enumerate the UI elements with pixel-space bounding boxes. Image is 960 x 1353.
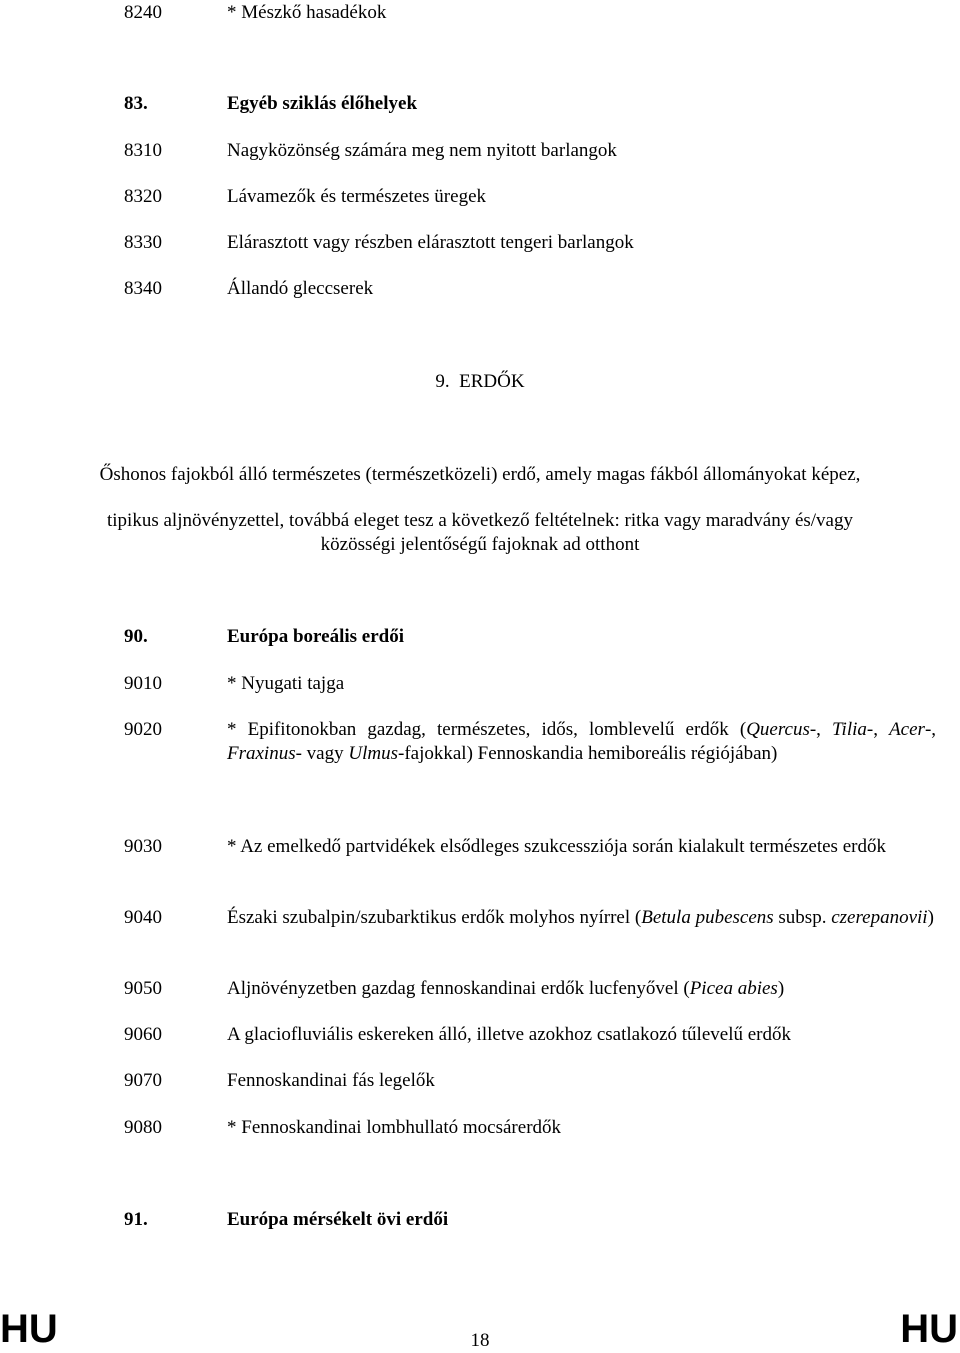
habitat-code: 9050 bbox=[124, 978, 162, 999]
habitat-code: 8310 bbox=[124, 140, 162, 161]
habitat-name: * Fennoskandinai lombhullató mocsárerdők bbox=[227, 1117, 562, 1138]
group-code: 91. bbox=[124, 1209, 148, 1230]
habitat-code: 9030 bbox=[124, 836, 162, 857]
habitat-name: Nagyközönség számára meg nem nyitott barlangok bbox=[227, 140, 617, 161]
habitat-code: 9080 bbox=[124, 1117, 162, 1138]
habitat-name: * Epifitonokban gazdag, természetes, idős, lomblevelű erdők (Quercus-, Tilia-, Acer-, Fraxinus- vagy Ulmus-fajokkal) Fennoskandia hemiboreális régiójában) bbox=[227, 719, 937, 764]
habitat-name: Északi szubalpin/szubarktikus erdők molyhos nyírrel (Betula pubescens subsp. czerepanovii) bbox=[227, 907, 934, 928]
section-description-line: tipikus aljnövényzettel, továbbá eleget tesz a következő feltételnek: ritka vagy maradvány és/vagy bbox=[107, 510, 853, 531]
habitat-name: Állandó gleccserek bbox=[227, 278, 374, 299]
section-description-line: közösségi jelentőségű fajoknak ad otthont bbox=[320, 534, 640, 555]
habitat-code: 8330 bbox=[124, 232, 162, 253]
habitat-name: Lávamezők és természetes üregek bbox=[227, 186, 487, 207]
habitat-code: 9060 bbox=[124, 1024, 162, 1045]
footer-language-label-right: HU bbox=[900, 1307, 958, 1351]
habitat-code: 9040 bbox=[124, 907, 162, 928]
habitat-code: 8320 bbox=[124, 186, 162, 207]
habitat-name: A glaciofluviális eskereken álló, illetve azokhoz csatlakozó tűlevelű erdők bbox=[227, 1024, 791, 1045]
section-description-line: Őshonos fajokból álló természetes (természetközeli) erdő, amely magas fákból állományokat képez, bbox=[99, 464, 861, 485]
page-number: 18 bbox=[470, 1330, 490, 1351]
habitat-name: * Nyugati tajga bbox=[227, 673, 345, 694]
group-title: Európa boreális erdői bbox=[227, 626, 404, 647]
habitat-name: Fennoskandinai fás legelők bbox=[227, 1070, 435, 1091]
habitat-name: Elárasztott vagy részben elárasztott tengeri barlangok bbox=[227, 232, 634, 253]
habitat-name: * Mészkő hasadékok bbox=[227, 2, 387, 23]
habitat-code: 8240 bbox=[124, 2, 162, 23]
habitat-code: 9020 bbox=[124, 719, 162, 740]
habitat-code: 8340 bbox=[124, 278, 162, 299]
habitat-code: 9070 bbox=[124, 1070, 162, 1091]
group-code: 90. bbox=[124, 626, 148, 647]
habitat-name: * Az emelkedő partvidékek elsődleges szukcessziója során kialakult természetes erdők bbox=[227, 836, 886, 857]
group-title: Egyéb sziklás élőhelyek bbox=[227, 93, 418, 114]
footer-language-label-left: HU bbox=[0, 1307, 58, 1351]
section-heading: 9. ERDŐK bbox=[435, 371, 525, 392]
group-title: Európa mérsékelt övi erdői bbox=[227, 1209, 449, 1230]
habitat-code: 9010 bbox=[124, 673, 162, 694]
group-code: 83. bbox=[124, 93, 148, 114]
habitat-name: Aljnövényzetben gazdag fennoskandinai erdők lucfenyővel (Picea abies) bbox=[227, 978, 785, 999]
